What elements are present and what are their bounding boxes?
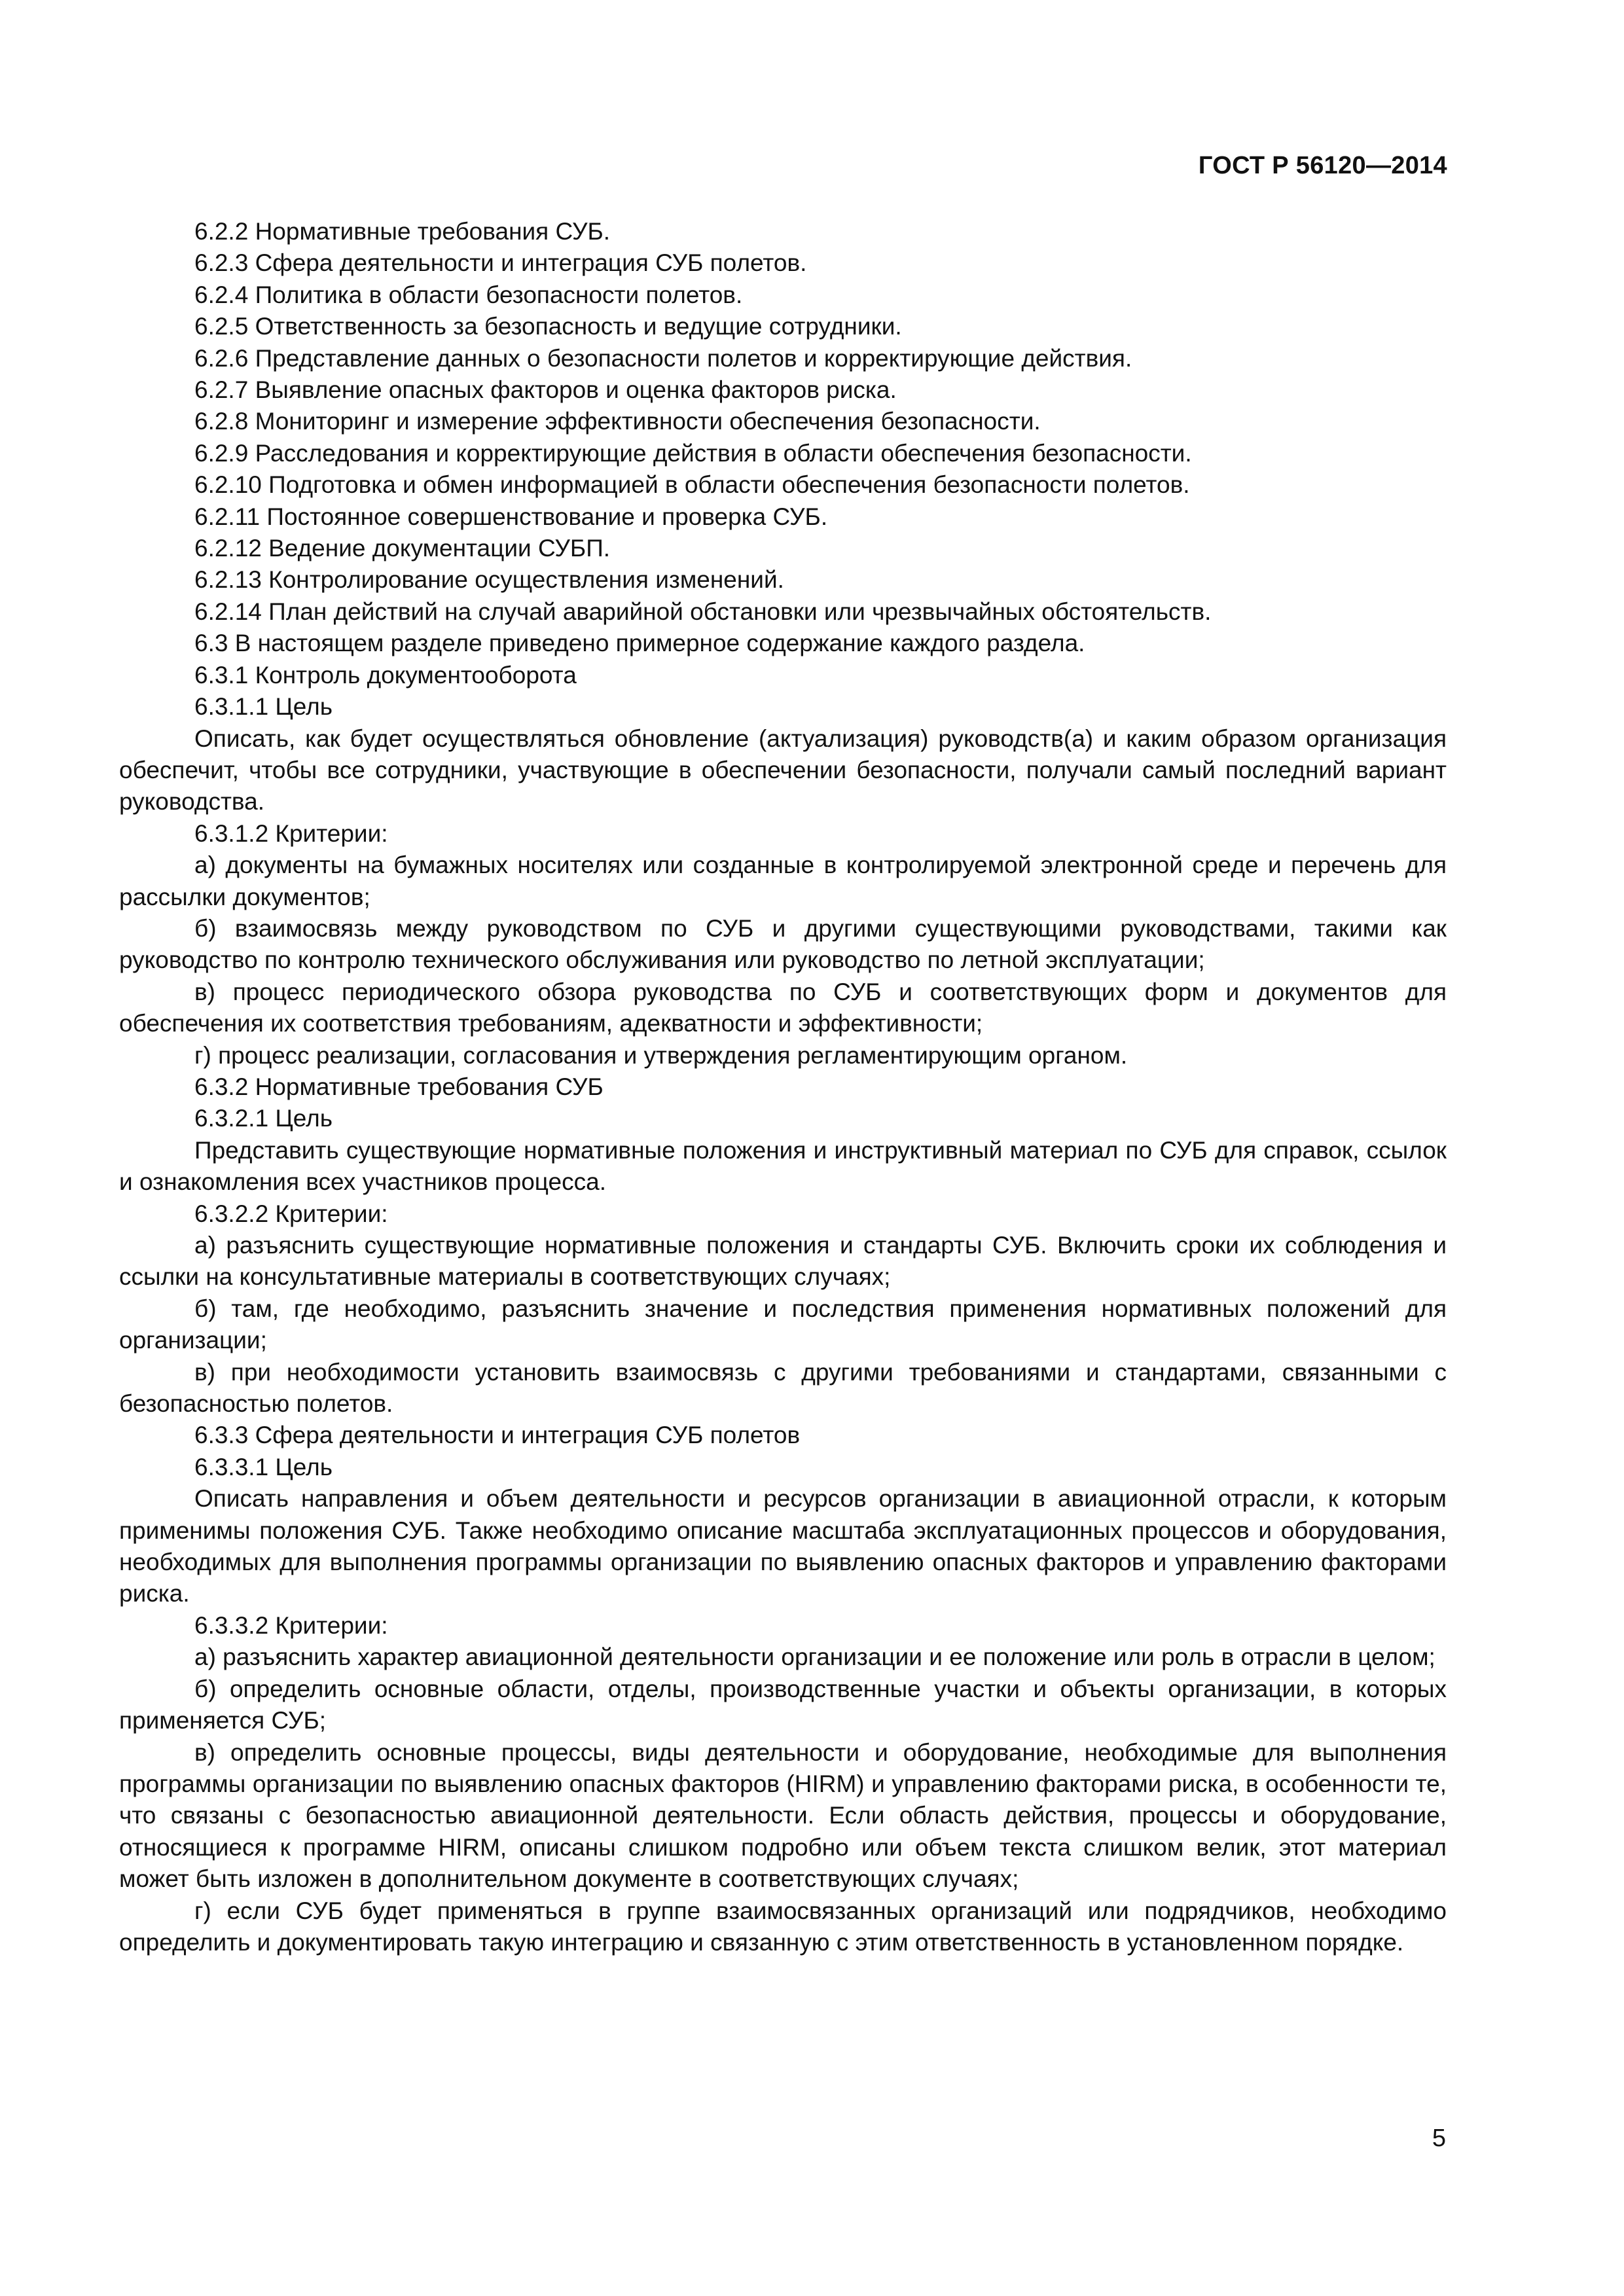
- paragraph: а) разъяснить характер авиационной деятельности организации и ее положение или роль в отрасли в целом;: [194, 1643, 1435, 1671]
- paragraph: 6.2.12 Ведение документации СУБП.: [194, 535, 611, 562]
- document-code-header: ГОСТ Р 56120—2014: [1198, 152, 1447, 179]
- paragraph: 6.3.3 Сфера деятельности и интеграция СУБ полетов: [194, 1422, 801, 1449]
- paragraph: Описать направления и объем деятельности и ресурсов организации в авиационной отрасли, к которым применимы положения СУБ. Также необходимо описание масштаба эксплуатационных процессов и оборудования, необходимых для выполнения программы организации по выявлению опасных факторов и управлению факторами риска.: [119, 1485, 1447, 1607]
- paragraph: 6.3.1.1 Цель: [194, 693, 333, 721]
- paragraph: 6.2.14 План действий на случай аварийной обстановки или чрезвычайных обстоятельств.: [194, 598, 1212, 625]
- paragraph: 6.3.3.1 Цель: [194, 1453, 333, 1480]
- paragraph: 6.2.5 Ответственность за безопасность и ведущие сотрудники.: [194, 313, 902, 340]
- paragraph: г) процесс реализации, согласования и утверждения регламентирующим органом.: [194, 1041, 1128, 1069]
- paragraph: 6.2.9 Расследования и корректирующие действия в области обеспечения безопасности.: [194, 439, 1192, 467]
- paragraph: Описать, как будет осуществляться обновление (актуализация) руководств(а) и каким образом организация обеспечит, чтобы все сотрудники, участвующие в обеспечении безопасности, получали самый последний вариант руководства.: [119, 725, 1447, 816]
- paragraph: 6.2.2 Нормативные требования СУБ.: [194, 218, 611, 245]
- paragraph: 6.3.3.2 Критерии:: [194, 1611, 388, 1639]
- paragraph: 6.2.6 Представление данных о безопасности полетов и корректирующие действия.: [194, 344, 1132, 372]
- paragraph: 6.3.2 Нормативные требования СУБ: [194, 1073, 604, 1100]
- paragraph: 6.2.4 Политика в области безопасности полетов.: [194, 281, 743, 308]
- paragraph: 6.3.1.2 Критерии:: [194, 819, 388, 847]
- paragraph: г) если СУБ будет применяться в группе взаимосвязанных организаций или подрядчиков, необходимо определить и документировать такую интеграцию и связанную с этим ответственность в установленном порядке.: [119, 1897, 1447, 1956]
- paragraph: а) разъяснить существующие нормативные положения и стандарты СУБ. Включить сроки их соблюдения и ссылки на консультативные материалы в соответствующих случаях;: [119, 1232, 1447, 1291]
- paragraph: 6.3.2.2 Критерии:: [194, 1200, 388, 1227]
- paragraph: 6.2.3 Сфера деятельности и интеграция СУБ полетов.: [194, 249, 807, 277]
- paragraph: в) при необходимости установить взаимосвязь с другими требованиями и стандартами, связанными с безопасностью полетов.: [119, 1358, 1447, 1418]
- paragraph: 6.3.1 Контроль документооборота: [194, 661, 577, 689]
- document-body: [119, 216, 1447, 1958]
- paragraph: б) там, где необходимо, разъяснить значение и последствия применения нормативных положений для организации;: [119, 1295, 1447, 1354]
- paragraph: а) документы на бумажных носителях или созданные в контролируемой электронной среде и перечень для рассылки документов;: [119, 852, 1447, 910]
- paragraph: 6.2.10 Подготовка и обмен информацией в области обеспечения безопасности полетов.: [194, 471, 1190, 499]
- paragraph: 6.2.13 Контролирование осуществления изменений.: [194, 566, 784, 594]
- paragraph: б) взаимосвязь между руководством по СУБ и другими существующими руководствами, такими как руководство по контролю технического обслуживания или руководство по летной эксплуатации;: [119, 914, 1447, 974]
- paragraph: в) процесс периодического обзора руководства по СУБ и соответствующих форм и документов для обеспечения их соответствия требованиям, адекватности и эффективности;: [119, 978, 1447, 1037]
- paragraph: 6.3 В настоящем разделе приведено примерное содержание каждого раздела.: [194, 630, 1085, 657]
- paragraph: 6.2.11 Постоянное совершенствование и проверка СУБ.: [194, 503, 828, 530]
- paragraph: б) определить основные области, отделы, производственные участки и объекты организации, в которых применяется СУБ;: [119, 1675, 1447, 1734]
- paragraph: 6.2.8 Мониторинг и измерение эффективности обеспечения безопасности.: [194, 408, 1041, 435]
- paragraph: 6.2.7 Выявление опасных факторов и оценка факторов риска.: [194, 376, 897, 404]
- page-number: 5: [1432, 2125, 1446, 2152]
- paragraph: Представить существующие нормативные положения и инструктивный материал по СУБ для справок, ссылок и ознакомления всех участников процесса.: [119, 1136, 1447, 1196]
- paragraph: в) определить основные процессы, виды деятельности и оборудование, необходимые для выполнения программы организации по выявлению опасных факторов (HIRM) и управлению факторами риска, в особенности те, что связаны с безопасностью авиационной деятельности. Если область действия, процессы и оборудование, относящиеся к программе HIRM, описаны слишком подробно или объем текста слишком велик, этот материал может быть изложен в дополнительном документе в соответствующих случаях;: [119, 1738, 1447, 1893]
- paragraph: 6.3.2.1 Цель: [194, 1105, 333, 1132]
